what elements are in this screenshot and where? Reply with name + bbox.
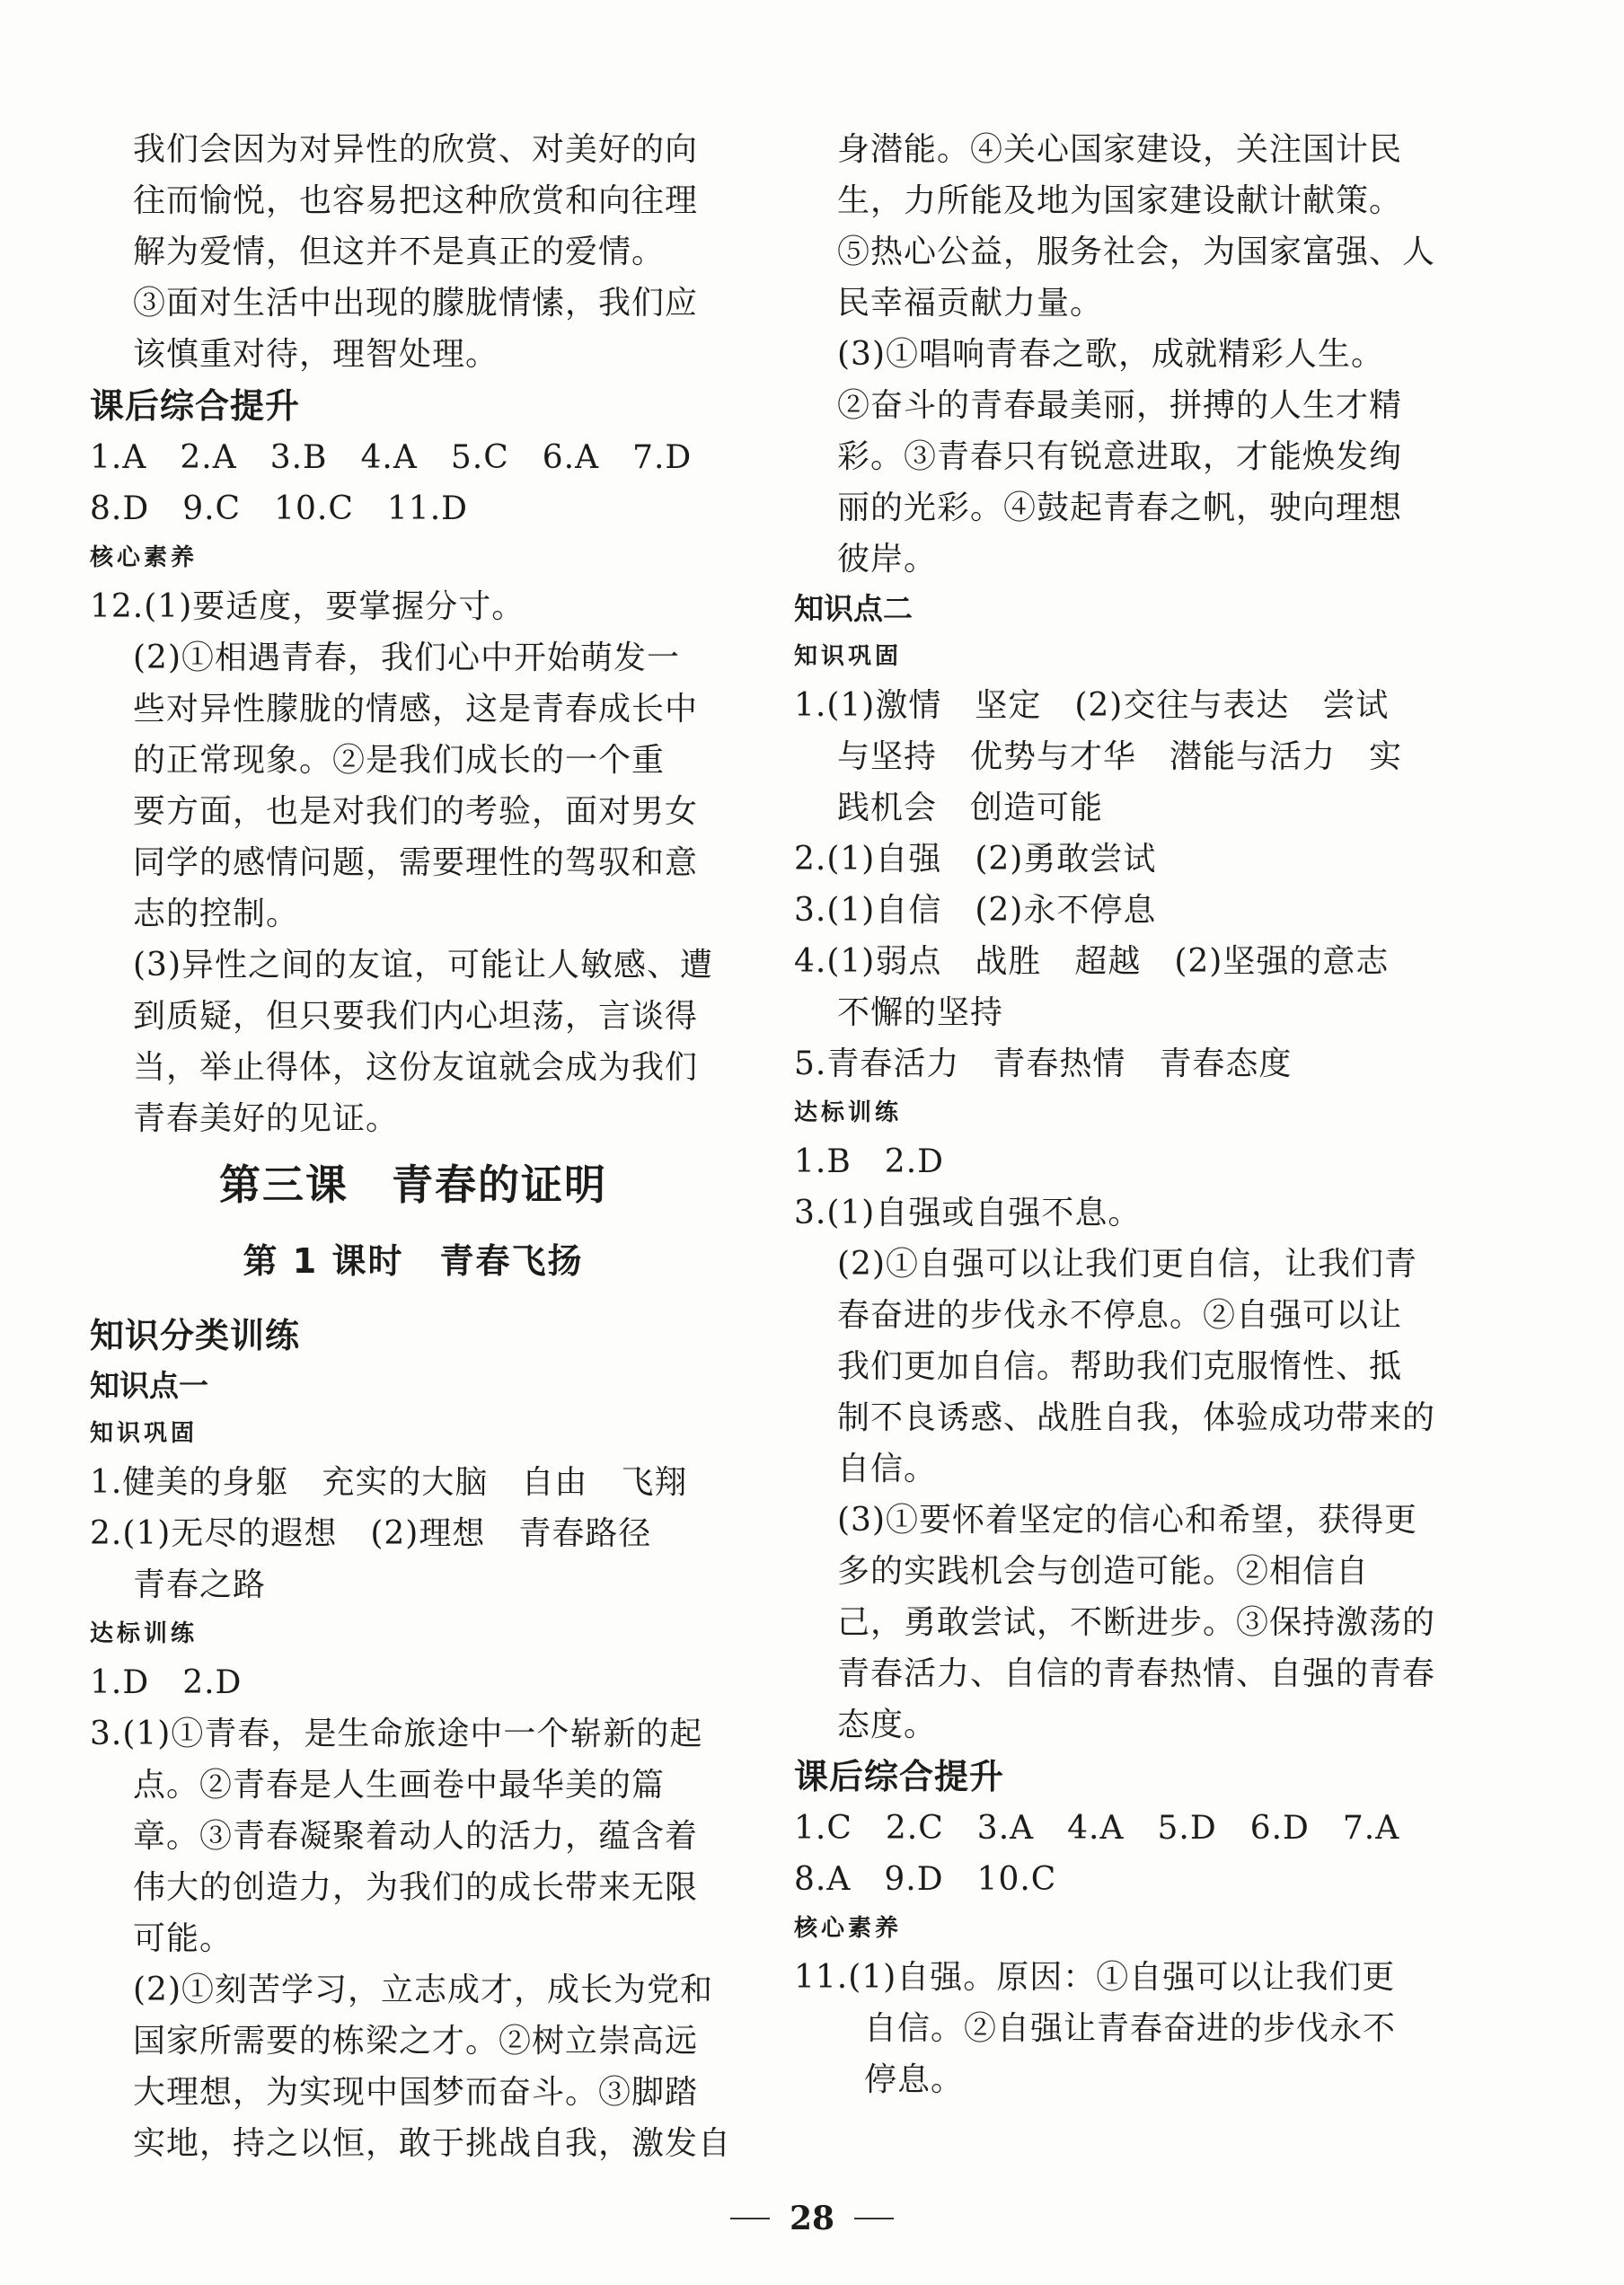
answer-line: 要方面，也是对我们的考验，面对男女 bbox=[133, 793, 699, 830]
answer-line: 志的控制。 bbox=[133, 895, 300, 932]
answer-line: 5.青春活力 青春热情 青春态度 bbox=[794, 1045, 1293, 1082]
subsection-label: 知识巩固 bbox=[794, 643, 903, 670]
answer-line: ③面对生活中出现的朦胧情愫，我们应 bbox=[133, 285, 699, 322]
left-column bbox=[90, 124, 737, 2169]
answer-line: 3.(1)①青春，是生命旅途中一个崭新的起 bbox=[90, 1716, 703, 1752]
answer-line: 大理想，为实现中国梦而奋斗。③脚踏 bbox=[133, 2074, 699, 2111]
section-heading: 课后综合提升 bbox=[794, 1757, 1005, 1796]
answer-line: 态度。 bbox=[837, 1707, 938, 1743]
answer-line: 自信。②自强让青春奋进的步伐永不 bbox=[864, 2010, 1397, 2047]
answer-line: 1.(1)激情 坚定 (2)交往与表达 尝试 bbox=[794, 687, 1390, 724]
lesson-subtitle: 第 1 课时 青春飞扬 bbox=[243, 1241, 584, 1281]
answer-line: 生，力所能及地为国家建设献计献策。 bbox=[837, 182, 1403, 219]
answer-line: 3.(1)自信 (2)永不停息 bbox=[794, 892, 1157, 929]
section-heading: 知识分类训练 bbox=[90, 1316, 301, 1355]
answer-line: (2)①相遇青春，我们心中开始萌发一 bbox=[133, 640, 680, 676]
knowledge-point-heading: 知识点二 bbox=[794, 591, 913, 626]
answer-line: 自信。 bbox=[837, 1451, 938, 1487]
answer-line: 解为爱情，但这并不是真正的爱情。 bbox=[133, 234, 666, 270]
subsection-label: 达标训练 bbox=[90, 1620, 199, 1647]
answer-line: 丽的光彩。④鼓起青春之帆，驶向理想 bbox=[837, 490, 1403, 526]
answer-line: 12.(1)要适度，要掌握分寸。 bbox=[90, 588, 525, 625]
knowledge-point-heading: 知识点一 bbox=[90, 1368, 208, 1403]
answer-line: 8.A 9.D 10.C bbox=[794, 1861, 1057, 1898]
answer-line: 可能。 bbox=[133, 1920, 234, 1957]
answer-line: (2)①自强可以让我们更自信，让我们青 bbox=[837, 1246, 1417, 1283]
answer-line: 到质疑，但只要我们内心坦荡，言谈得 bbox=[133, 998, 699, 1035]
answer-line: 1.健美的身躯 充实的大脑 自由 飞翔 bbox=[90, 1464, 688, 1501]
answer-line: 彩。③青春只有锐意进取，才能焕发绚 bbox=[837, 438, 1403, 475]
answer-line: 不懈的坚持 bbox=[837, 994, 1004, 1031]
answer-line: 与坚持 优势与才华 潜能与活力 实 bbox=[837, 738, 1403, 775]
answer-line: ⑤热心公益，服务社会，为国家富强、人 bbox=[837, 234, 1436, 270]
answer-line: ②奋斗的青春最美丽，拼搏的人生才精 bbox=[837, 387, 1403, 424]
subsection-label: 知识巩固 bbox=[90, 1420, 199, 1447]
right-column bbox=[794, 124, 1441, 2105]
answer-line: 1.B 2.D bbox=[794, 1143, 945, 1180]
answer-line: 青春之路 bbox=[133, 1566, 267, 1603]
answer-line: 践机会 创造可能 bbox=[837, 790, 1104, 826]
section-heading: 课后综合提升 bbox=[90, 386, 301, 426]
answer-line: 1.A 2.A 3.B 4.A 5.C 6.A 7.D bbox=[90, 439, 693, 476]
subsection-label: 达标训练 bbox=[794, 1099, 903, 1126]
answer-line: 些对异性朦胧的情感，这是青春成长中 bbox=[133, 691, 699, 728]
answer-line: 4.(1)弱点 战胜 超越 (2)坚强的意志 bbox=[794, 943, 1390, 980]
answer-line: 8.D 9.C 10.C 11.D bbox=[90, 490, 469, 527]
answer-line: 己，勇敢尝试，不断进步。③保持激荡的 bbox=[837, 1604, 1436, 1641]
answer-line: 当，举止得体，这份友谊就会成为我们 bbox=[133, 1049, 699, 1086]
answer-line: 11.(1)自强。原因：①自强可以让我们更 bbox=[794, 1959, 1396, 1996]
answer-line: 同学的感情问题，需要理性的驾驭和意 bbox=[133, 844, 699, 881]
answer-line: 2.(1)自强 (2)勇敢尝试 bbox=[794, 841, 1157, 878]
answer-line: 的正常现象。②是我们成长的一个重 bbox=[133, 742, 666, 779]
answer-line: 青春美好的见证。 bbox=[133, 1100, 400, 1137]
answer-line: 我们会因为对异性的欣赏、对美好的向 bbox=[133, 131, 699, 168]
answer-line: (3)①要怀着坚定的信心和希望，获得更 bbox=[837, 1502, 1417, 1539]
answer-line: (3)异性之间的友谊，可能让人敏感、遭 bbox=[133, 947, 713, 984]
answer-line: 3.(1)自强或自强不息。 bbox=[794, 1195, 1142, 1231]
answer-line: (2)①刻苦学习，立志成才，成长为党和 bbox=[133, 1972, 713, 2008]
answer-line: 1.C 2.C 3.A 4.A 5.D 6.D 7.A bbox=[794, 1810, 1400, 1847]
answer-line: (3)①唱响青春之歌，成就精彩人生。 bbox=[837, 336, 1384, 373]
answer-line: 往而愉悦，也容易把这种欣赏和向往理 bbox=[133, 182, 699, 219]
answer-line: 伟大的创造力，为我们的成长带来无限 bbox=[133, 1869, 699, 1906]
subsection-label: 核心素养 bbox=[794, 1915, 903, 1942]
answer-line: 停息。 bbox=[864, 2061, 965, 2098]
answer-line: 青春活力、自信的青春热情、自强的青春 bbox=[837, 1655, 1436, 1692]
subsection-label: 核心素养 bbox=[90, 544, 199, 571]
answer-line: 我们更加自信。帮助我们克服惰性、抵 bbox=[837, 1348, 1403, 1385]
answer-line: 民幸福贡献力量。 bbox=[837, 285, 1104, 322]
answer-line: 身潜能。④关心国家建设，关注国计民 bbox=[837, 131, 1403, 168]
answer-line: 国家所需要的栋梁之才。②树立崇高远 bbox=[133, 2023, 699, 2060]
answer-line: 春奋进的步伐永不停息。②自强可以让 bbox=[837, 1297, 1403, 1334]
answer-line: 实地，持之以恒，敢于挑战自我，激发自 bbox=[133, 2125, 732, 2162]
page-number: 28 bbox=[789, 2200, 835, 2237]
answer-line: 2.(1)无尽的遐想 (2)理想 青春路径 bbox=[90, 1515, 652, 1552]
answer-line: 章。③青春凝聚着动人的活力，蕴含着 bbox=[133, 1818, 699, 1855]
footer-dash-right bbox=[854, 2218, 894, 2219]
answer-line: 多的实践机会与创造可能。②相信自 bbox=[837, 1553, 1370, 1590]
footer-dash-left bbox=[730, 2218, 770, 2219]
lesson-title: 第三课 青春的证明 bbox=[219, 1160, 607, 1209]
answer-line: 1.D 2.D bbox=[90, 1664, 243, 1701]
page-footer bbox=[0, 2192, 1624, 2245]
answer-line: 该慎重对待，理智处理。 bbox=[133, 336, 499, 373]
answer-line: 彼岸。 bbox=[837, 541, 938, 578]
answer-line: 点。②青春是人生画卷中最华美的篇 bbox=[133, 1767, 666, 1804]
answer-line: 制不良诱惑、战胜自我，体验成功带来的 bbox=[837, 1399, 1436, 1436]
